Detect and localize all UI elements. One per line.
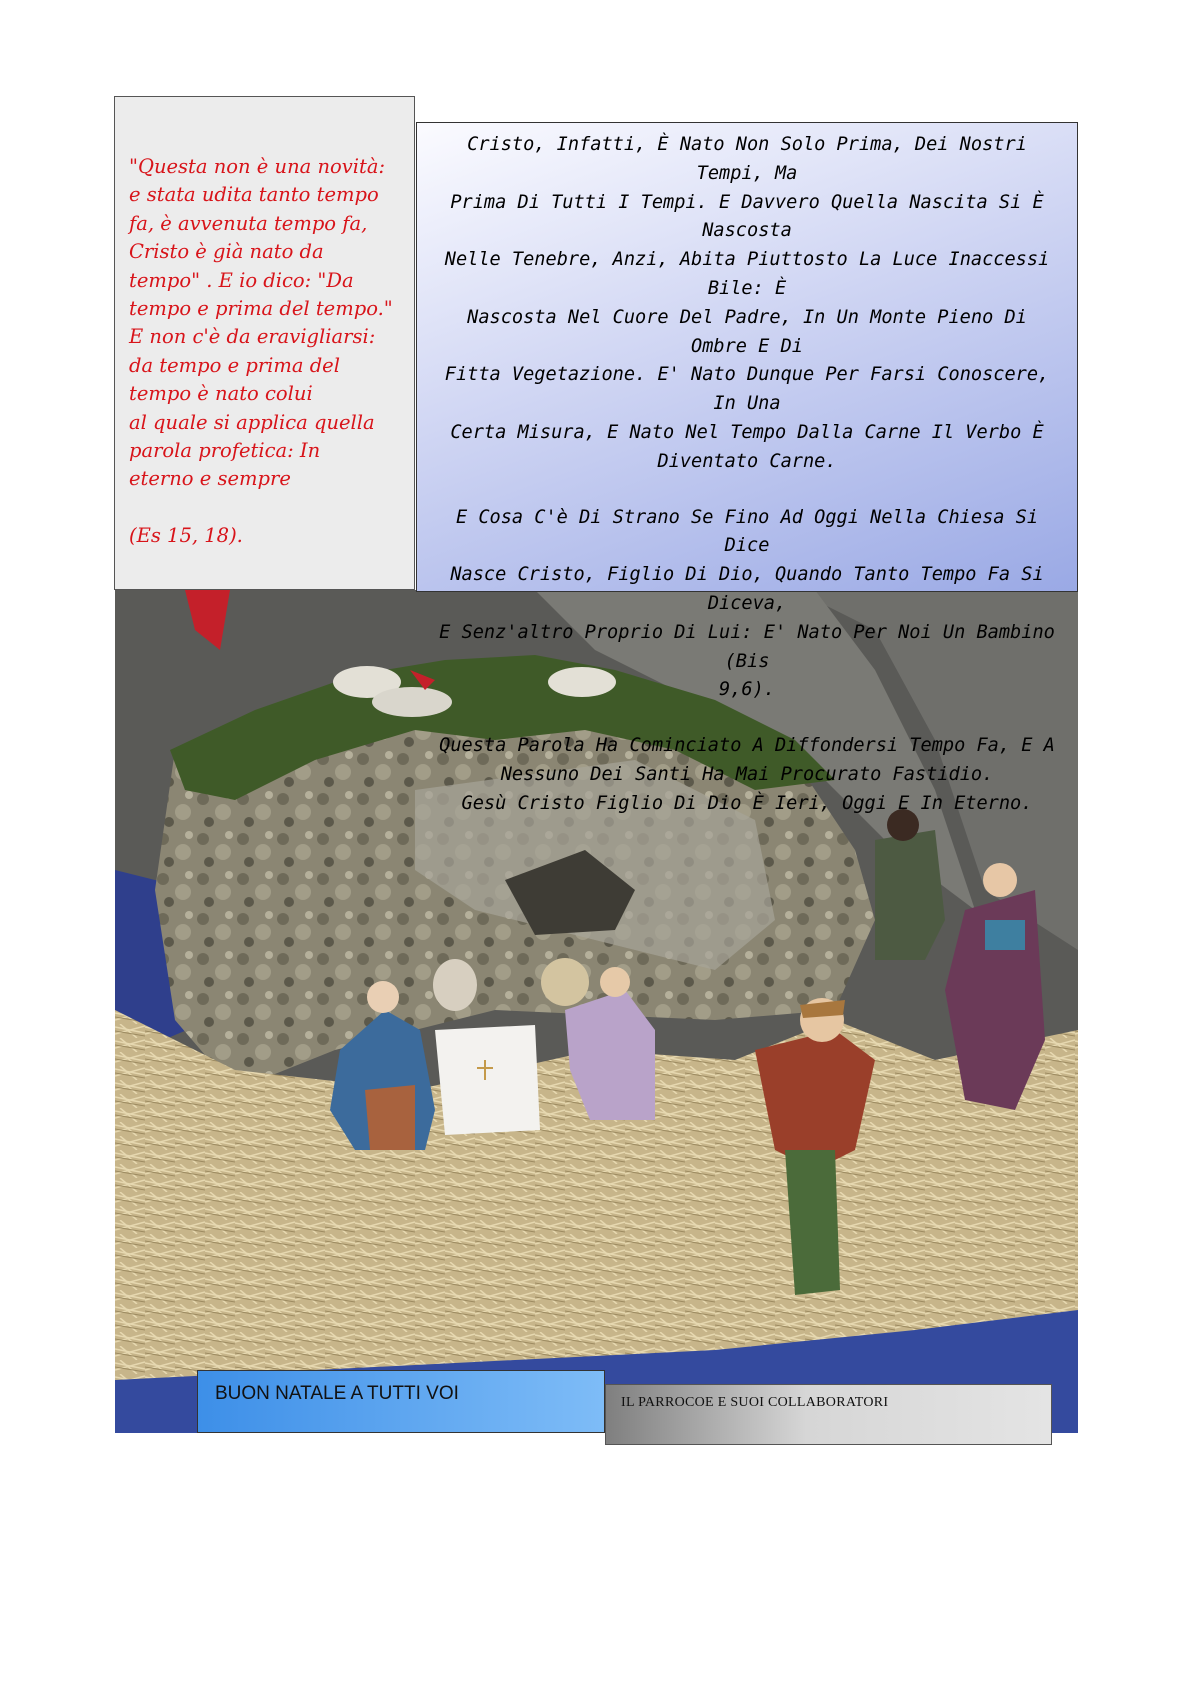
quote-text: "Questa non è una novità: e stata udita tanto tempo fa, è avvenuta tempo fa, Cristo è già nato da tempo" . E io dico: "Da tempo e prima del tempo." E non c'è da eravigliarsi: da tempo e prima del tempo è nato colui al quale si applica quella parola profetica: In eterno e sempre [129, 155, 393, 491]
quote-reference: (Es 15, 18). [129, 523, 243, 547]
signature-banner: IL PARROCOE E SUOI COLLABORATORI [605, 1384, 1052, 1445]
greeting-banner: BUON NATALE A TUTTI VOI [197, 1370, 605, 1433]
nativity-scene-photo [115, 590, 1078, 1433]
quote-box [114, 96, 415, 590]
paragraph-2: E Cosa C'è Di Strano Se Fino Ad Oggi Nella Chiesa Si Dice Nasce Cristo, Figlio Di Dio, Quando Tanto Tempo Fa Si Diceva, E Senz'altro Proprio Di Lui: E' Nato Per Noi Un Bambino (Bis 9,6). [439, 506, 1055, 701]
main-text-box [416, 122, 1078, 814]
paragraph-3: Questa Parola Ha Cominciato A Diffondersi Tempo Fa, E A Nessuno Dei Santi Ha Mai Procurato Fastidio. Gesù Cristo Figlio Di Dio È Ieri, Oggi E In Eterno. [439, 735, 1055, 814]
paragraph-1: Cristo, Infatti, È Nato Non Solo Prima, Dei Nostri Tempi, Ma Prima Di Tutti I Tempi. E Davvero Quella Nascita Si È Nascosta Nelle Tenebre, Anzi, Abita Piuttosto La Luce Inaccessi Bile: È Nascosta Nel Cuore Del Padre, In Un Monte Pieno Di Ombre E Di Fitta Vegetazione. E' Nato Dunque Per Farsi Conoscere, In Una Certa Misura, E Nato Nel Tempo Dalla Carne Il Verbo È Diventato Carne. [444, 134, 1050, 472]
